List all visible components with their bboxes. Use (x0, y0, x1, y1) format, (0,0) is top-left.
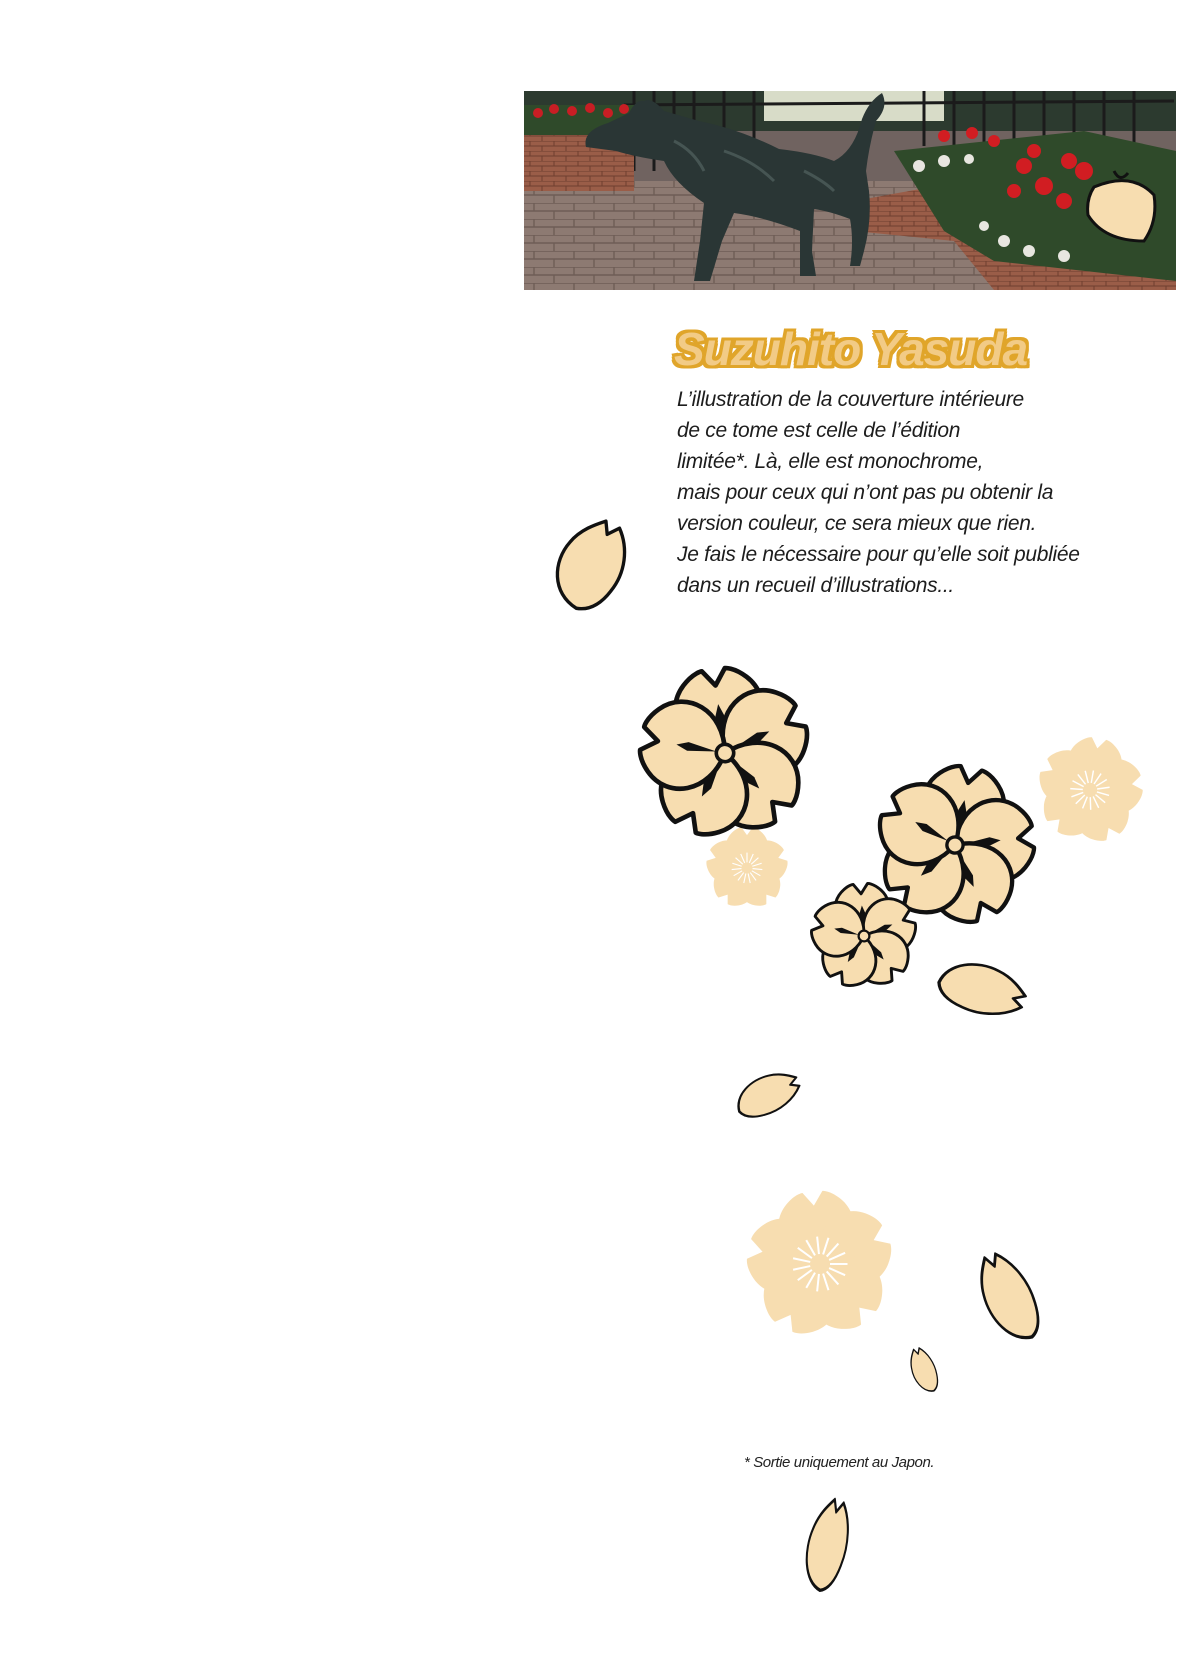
petal-icon (546, 511, 636, 619)
soft-blossom-icon (732, 1183, 908, 1352)
author-name: Suzuhito Yasuda (674, 323, 1028, 375)
comment-line: Je fais le nécessaire pour qu’elle soit publiée (677, 543, 1080, 566)
petal-icon (730, 1062, 805, 1126)
footnote: * Sortie uniquement au Japon. (744, 1454, 935, 1471)
comment-line: version couleur, ce sera mieux que rien. (677, 512, 1037, 535)
soft-blossom-icon (1023, 729, 1156, 858)
petal-icon (904, 1344, 944, 1395)
comment-line: de ce tome est celle de l’édition (677, 419, 961, 442)
petal-icon (966, 1246, 1052, 1349)
comment-line: L’illustration de la couverture intérieure (677, 388, 1024, 411)
comment-line: limitée*. Là, elle est monochrome, (677, 450, 984, 473)
soft-blossom-icon (702, 827, 792, 913)
petal-icon (935, 958, 1029, 1019)
comment-line: dans un recueil d’illustrations... (677, 574, 954, 597)
blossom-icon (621, 657, 831, 859)
petal-icon (801, 1496, 854, 1593)
comment-line: mais pour ceux qui n’ont pas pu obtenir la (677, 481, 1054, 504)
